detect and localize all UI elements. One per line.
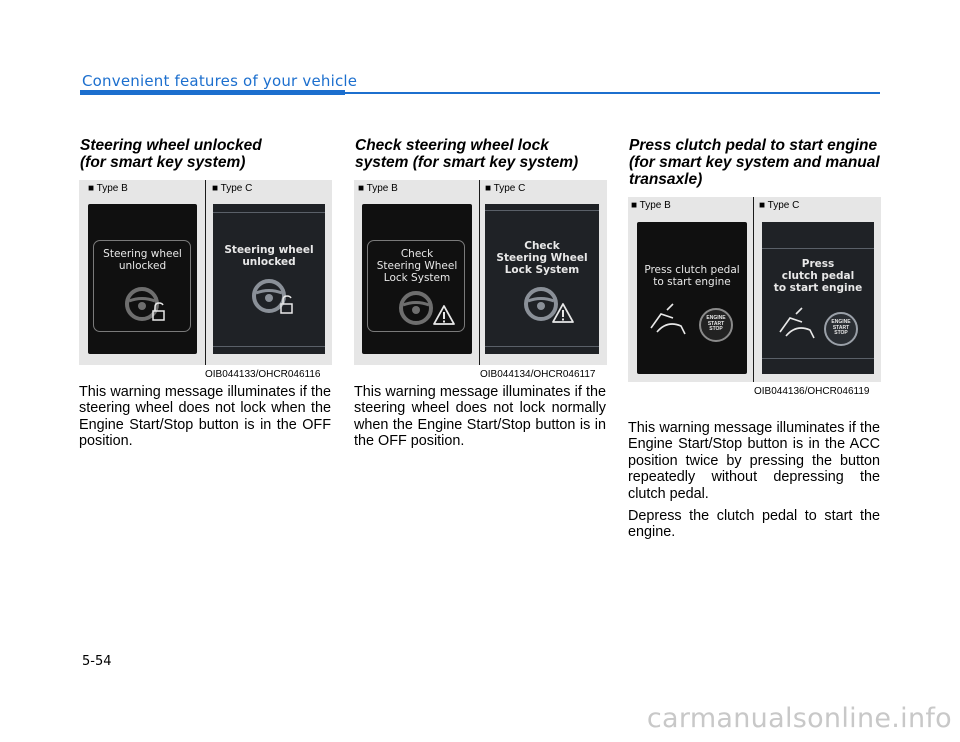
cluster-display-type-c — [762, 222, 874, 374]
heading-line: Check steering wheel lock — [355, 137, 549, 154]
figure-divider — [479, 180, 480, 365]
button-label — [826, 320, 856, 337]
section-header-title: Convenient features of your vehicle — [82, 72, 358, 90]
paragraph: This warning message illuminates if the steering wheel does not lock normally when the Engine Start/Stop button is in the OFF position. — [354, 384, 606, 450]
figure-caption: OIB044136/OHCR046119 — [754, 386, 870, 397]
clutch-pedal-icon — [776, 308, 820, 342]
display-line: Lock System — [383, 272, 451, 284]
display-line: Check — [400, 248, 434, 260]
display-line: unlocked — [242, 256, 296, 268]
display-message — [88, 248, 197, 272]
display-rule — [485, 346, 599, 347]
display-line: clutch pedal — [781, 270, 855, 282]
body-paragraph — [354, 384, 606, 456]
paragraph: This warning message illuminates if the steering wheel does not lock when the Engine Start/Stop button is in the OFF position. — [79, 384, 331, 450]
display-line: Press clutch pedal — [644, 264, 740, 276]
page-number: 5-54 — [82, 654, 112, 669]
display-message — [362, 248, 472, 284]
button-label-line: START — [832, 324, 850, 331]
display-message — [213, 244, 325, 268]
heading-check-steering-lock — [355, 137, 578, 171]
type-b-label: ■ Type B — [358, 183, 398, 194]
heading-line: Steering wheel unlocked — [80, 137, 262, 154]
body-paragraphs — [628, 420, 880, 547]
figure-press-clutch — [628, 197, 881, 382]
display-message — [485, 240, 599, 276]
display-line: Press — [801, 258, 835, 270]
display-message — [762, 258, 874, 294]
body-paragraph — [79, 384, 331, 456]
display-rule — [762, 358, 874, 359]
display-line: to start engine — [653, 276, 731, 288]
type-c-label: ■ Type C — [759, 200, 800, 211]
figure-caption: OIB044134/OHCR046117 — [480, 369, 596, 380]
engine-start-stop-button-icon — [699, 308, 733, 342]
display-line: unlocked — [118, 260, 167, 272]
warning-triangle-icon — [432, 304, 456, 326]
display-line: Steering Wheel — [376, 260, 458, 272]
display-line: Check — [524, 240, 560, 252]
heading-line: Press clutch pedal to start engine — [629, 137, 878, 154]
clutch-pedal-icon — [647, 304, 691, 338]
header-rule-thin — [345, 92, 880, 94]
display-line: Steering wheel — [103, 248, 182, 260]
heading-press-clutch — [629, 137, 880, 188]
watermark: carmanualsonline.info — [646, 703, 952, 734]
type-c-label: ■ Type C — [212, 183, 253, 194]
warning-triangle-icon — [551, 302, 575, 324]
figure-divider — [753, 197, 754, 382]
display-rule — [213, 212, 325, 213]
button-label-line: ENGINE — [831, 319, 851, 325]
figure-caption: OIB044133/OHCR046116 — [205, 369, 321, 380]
display-line: Steering wheel — [224, 244, 314, 256]
cluster-display-type-c — [485, 204, 599, 354]
display-line: Steering Wheel — [496, 252, 588, 264]
display-line: Lock System — [504, 264, 580, 276]
heading-line: (for smart key system and manual — [629, 154, 880, 171]
steering-wheel-unlocked-icon — [251, 278, 297, 320]
paragraph: This warning message illuminates if the Engine Start/Stop button is in the ACC position twice by pressing the button repeatedly without depressing the clutch pedal. — [628, 420, 880, 502]
cluster-display-type-b — [637, 222, 747, 374]
display-rule — [485, 210, 599, 211]
button-label-line: START — [707, 320, 725, 327]
steering-wheel-unlocked-icon — [124, 286, 168, 326]
paragraph: Depress the clutch pedal to start the engine. — [628, 508, 880, 541]
type-c-label: ■ Type C — [485, 183, 526, 194]
figure-check-steering-lock — [354, 180, 607, 365]
cluster-display-type-b — [88, 204, 197, 354]
heading-line: system (for smart key system) — [355, 154, 579, 171]
heading-line: (for smart key system) — [80, 154, 246, 171]
cluster-display-type-b — [362, 204, 472, 354]
cluster-display-type-c — [213, 204, 325, 354]
display-rule — [762, 248, 874, 249]
button-label-line: ENGINE — [706, 315, 726, 321]
header-rule-thick — [80, 90, 345, 95]
button-label-line: STOP — [709, 326, 723, 332]
figure-steering-unlocked — [79, 180, 332, 365]
display-line: to start engine — [773, 282, 863, 294]
engine-start-stop-button-icon — [824, 312, 858, 346]
heading-steering-unlocked — [80, 137, 262, 171]
type-b-label: ■ Type B — [631, 200, 671, 211]
button-label — [701, 316, 731, 333]
button-label-line: STOP — [834, 330, 848, 336]
type-b-label: ■ Type B — [88, 183, 128, 194]
figure-divider — [205, 180, 206, 365]
heading-line: transaxle) — [629, 171, 703, 188]
display-message — [637, 264, 747, 288]
display-rule — [213, 346, 325, 347]
